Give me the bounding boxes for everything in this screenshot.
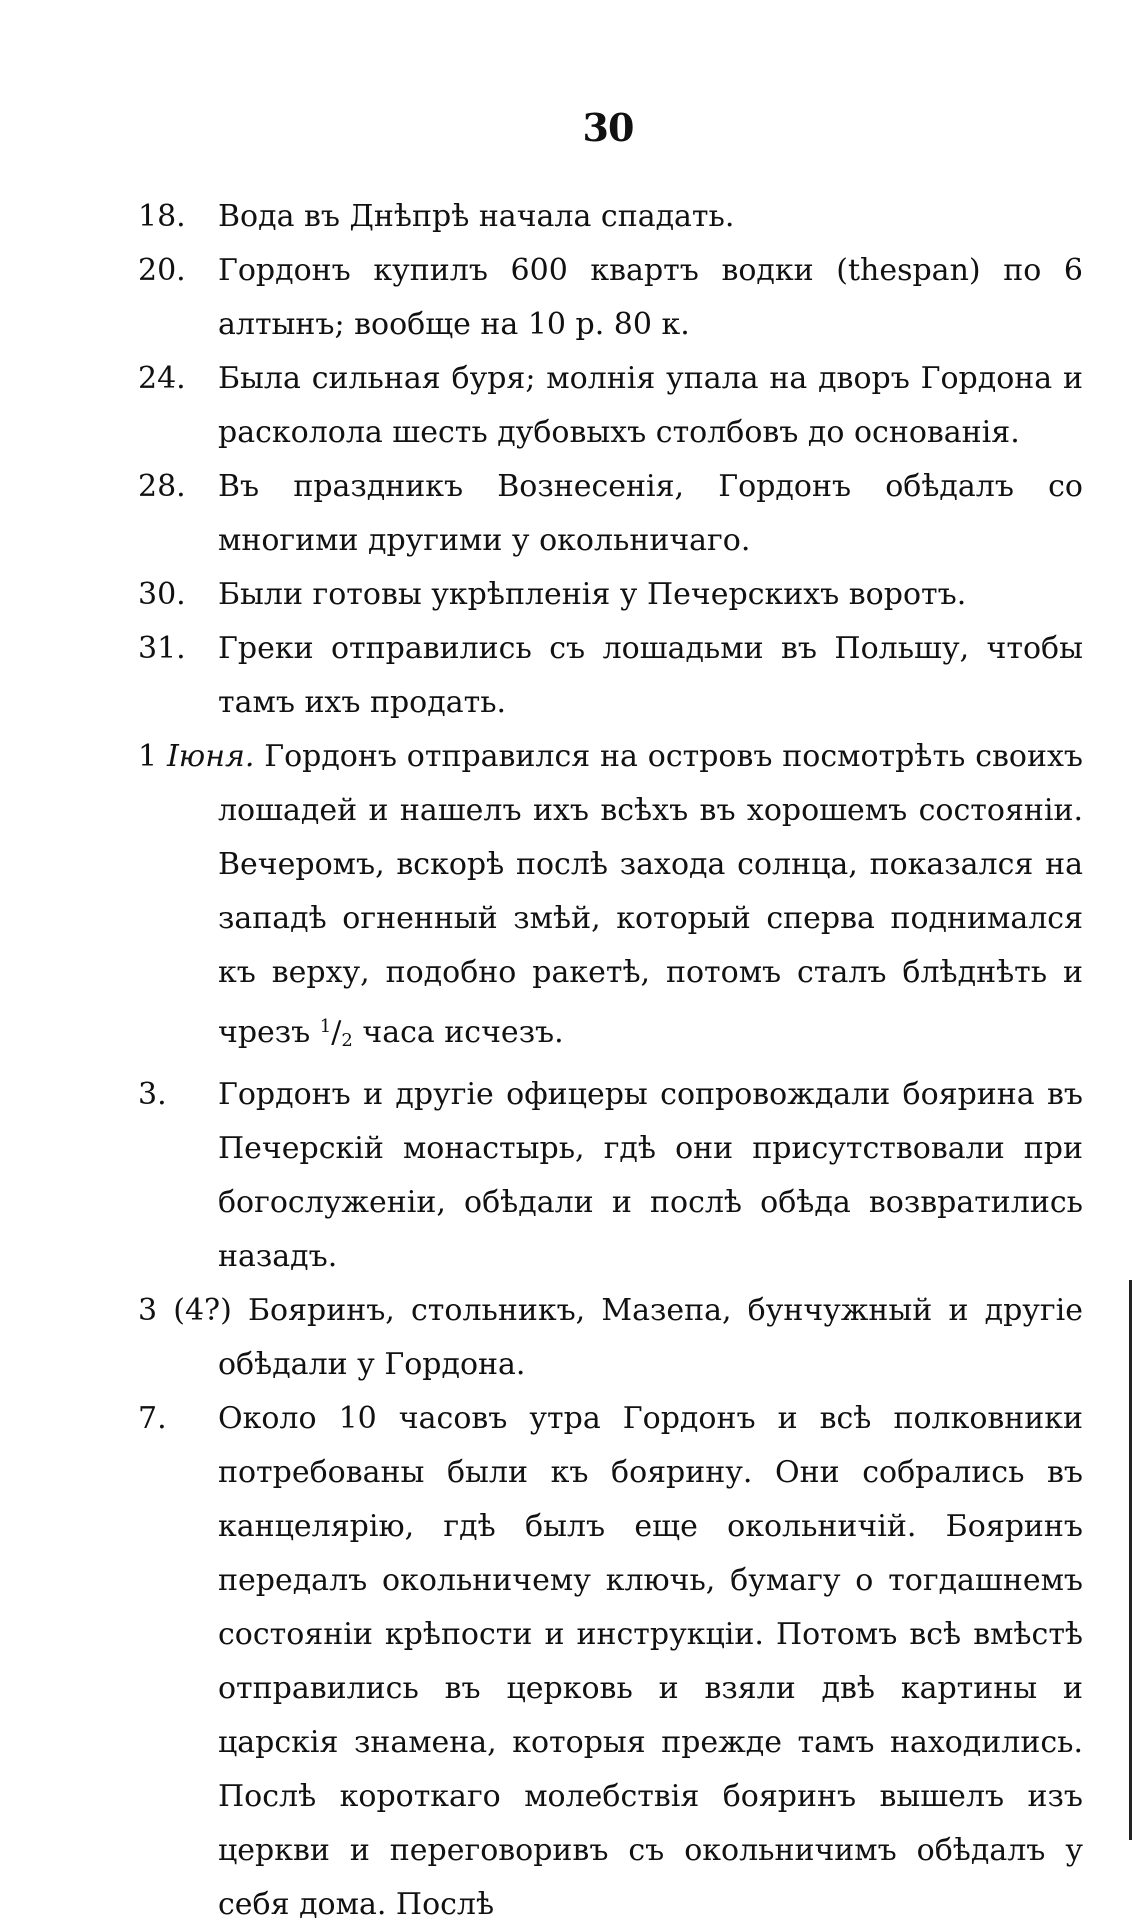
entry-text: Около 10 часовъ утра Гордонъ и всѣ полковники потребованы были къ боярину. Они собрались въ канцелярію, гдѣ былъ еще окольничій. Бояринъ передалъ окольничему ключь, бумагу о тогдашнемъ состояніи крѣпости и инструкціи. Потомъ всѣ вмѣстѣ отправились въ церковь и взяли двѣ картины и царскія знамена, которыя прежде тамъ находились. Послѣ короткаго молебствія бояринъ вышелъ изъ церкви и переговоривъ съ окольничимъ обѣдалъ у себя дома. Послѣ [218, 1401, 1083, 1922]
diary-entries [138, 190, 1083, 1932]
fraction-denominator: 2 [341, 1030, 353, 1051]
diary-entry [138, 622, 1083, 730]
diary-entry [138, 352, 1083, 460]
entry-text: Гордонъ отправился на островъ посмотрѣть своихъ лошадей и нашелъ ихъ всѣхъ въ хорошемъ состояніи. Вечеромъ, вскорѣ послѣ захода солнца, показался на западѣ огненный змѣй, который сперва поднимался къ верху, подобно ракетѣ, потомъ сталъ блѣднѣть и чрезъ [218, 739, 1083, 1050]
entry-day: 1 [138, 739, 158, 774]
entry-date: 3 (4?) [138, 1293, 232, 1328]
entry-text: Въ праздникъ Вознесенія, Гордонъ обѣдалъ со многими другими у окольничаго. [218, 469, 1083, 558]
entry-text-end: часа исчезъ. [362, 1015, 564, 1050]
diary-entry [138, 1284, 1083, 1392]
entry-text: Вода въ Днѣпрѣ начала спадать. [218, 199, 735, 234]
entry-month: Іюня. [166, 739, 255, 774]
entry-date: 30. [138, 577, 186, 612]
entry-date: 24. [138, 361, 186, 396]
entry-date: 3. [138, 1077, 167, 1112]
page-edge-rule [1129, 1280, 1132, 1840]
diary-entry [138, 244, 1083, 352]
entry-date: 28. [138, 469, 186, 504]
diary-entry [138, 1068, 1083, 1284]
diary-entry-june-1 [138, 730, 1083, 1068]
diary-entry [138, 190, 1083, 244]
diary-entry [138, 568, 1083, 622]
entry-date: 18. [138, 199, 186, 234]
entry-text: Бояринъ, стольникъ, Мазепа, бунчужный и другіе обѣдали у Гордона. [218, 1293, 1083, 1382]
entry-text: Греки отправились съ лошадьми въ Польшу, чтобы тамъ ихъ продать. [218, 631, 1083, 720]
page-number: 30 [582, 105, 634, 150]
entry-date: 20. [138, 253, 186, 288]
diary-entry [138, 460, 1083, 568]
entry-date: 31. [138, 631, 186, 666]
half-fraction: $^1/_2$ [319, 1015, 353, 1051]
entry-text: Были готовы укрѣпленія у Печерскихъ воротъ. [218, 577, 967, 612]
diary-entry [138, 1392, 1083, 1932]
entry-text: Гордонъ купилъ 600 квартъ водки (thespan) по 6 алтынъ; вообще на 10 р. 80 к. [218, 253, 1083, 342]
entry-date: 7. [138, 1401, 167, 1436]
entry-text: Была сильная буря; молнія упала на дворъ Гордона и расколола шесть дубовыхъ столбовъ до основанія. [218, 361, 1083, 450]
entry-date [138, 739, 254, 774]
entry-text: Гордонъ и другіе офицеры сопровождали боярина въ Печерскій монастырь, гдѣ они присутствовали при богослуженіи, обѣдали и послѣ обѣда возвратились назадъ. [218, 1077, 1083, 1274]
fraction-numerator: 1 [319, 1016, 332, 1037]
